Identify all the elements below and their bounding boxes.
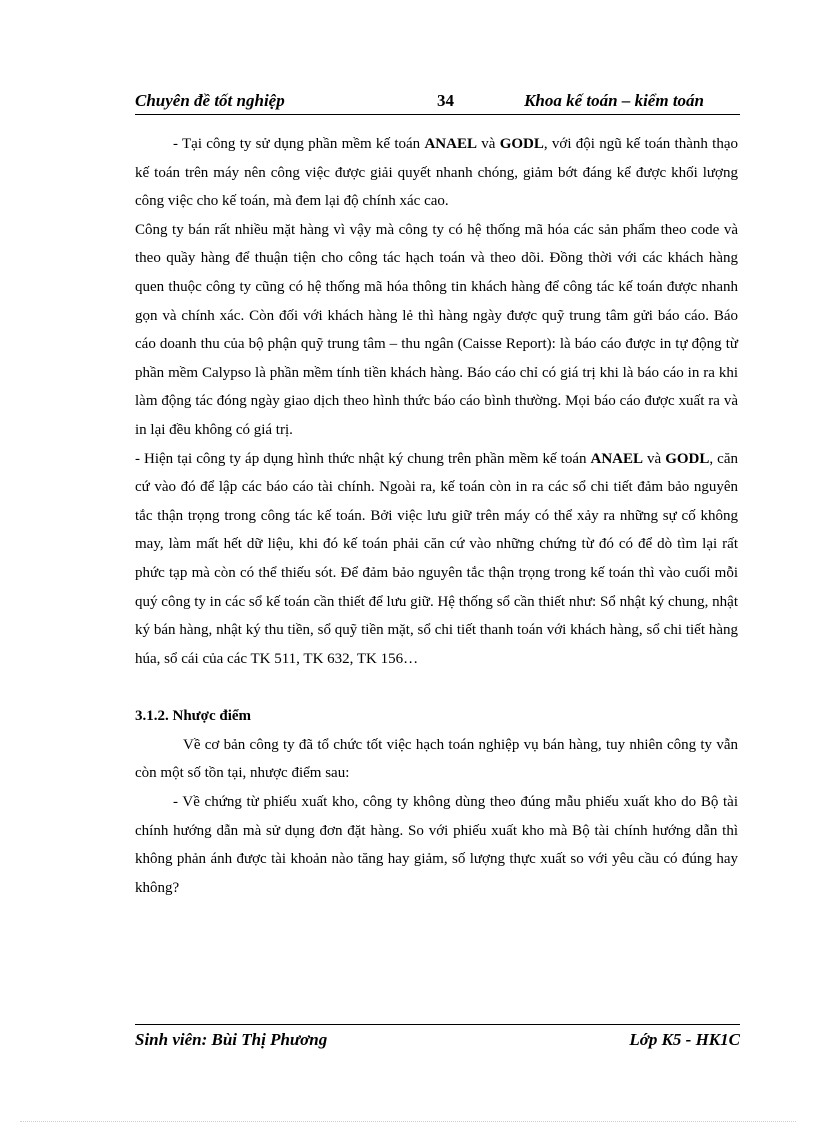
footer-class: Lớp K5 - HK1C bbox=[629, 1030, 740, 1049]
header-title: Chuyên đề tốt nghiệp bbox=[135, 91, 285, 110]
section-heading: 3.1.2. Nhược điểm bbox=[135, 708, 252, 725]
text-run: , với đội ngũ kế toán thành thạo kế toán trên máy nên công việc được giải quyết nhanh chóng, giảm bớt đáng kể được khối lượng công việc cho kế toán, mà đem lại độ chính xác cao. bbox=[135, 136, 738, 210]
paragraph-software bbox=[135, 130, 738, 216]
text-run: - Hiện tại công ty áp dụng hình thức nhật ký chung trên phần mềm kế toán bbox=[135, 450, 591, 467]
footer-student: Sinh viên: Bùi Thị Phương bbox=[135, 1030, 328, 1049]
software-name: ANAEL bbox=[424, 136, 477, 152]
paragraph-products: Công ty bán rất nhiều mặt hàng vì vậy mà công ty có hệ thống mã hóa các sản phẩm theo code và theo quầy hàng để thuận tiện cho công tác hạch toán và theo dõi. Đồng thời với các khách hàng quen thuộc công ty cũng có hệ thống mã hóa thông tin khách hàng để công tác kế toán được nhanh gọn và chính xác. Còn đối với khách hàng lẻ thì hàng ngày được quỹ trung tâm gửi báo cáo. Báo cáo doanh thu của bộ phận quỹ trung tâm – thu ngân (Caisse Report): là báo cáo được in tự động từ phần mềm Calypso là phần mềm tính tiền khách hàng. Báo cáo chỉ có giá trị khi là báo cáo in ra khi làm động tác đóng ngày giao dịch theo hình thức báo cáo bình thường. Mọi báo cáo được xuất ra và in lại đều không có giá trị. bbox=[135, 221, 738, 438]
page-number: 34 bbox=[437, 91, 454, 110]
page-header bbox=[135, 88, 740, 115]
document-body bbox=[135, 130, 738, 902]
text-run: và bbox=[643, 450, 666, 467]
software-name: ANAEL bbox=[590, 450, 644, 467]
software-name: GODL bbox=[665, 450, 710, 467]
paragraph-journal bbox=[135, 445, 738, 674]
paragraph-weakness-1: - Về chứng từ phiếu xuất kho, công ty không dùng theo đúng mẫu phiếu xuất kho do Bộ tài chính hướng dẫn mà sử dụng đơn đặt hàng. So với phiếu xuất kho mà Bộ tài chính hướng dẫn thì không phản ánh được tài khoản nào tăng hay giảm, số lượng thực xuất so với yêu cầu có đúng hay không? bbox=[135, 794, 738, 896]
text-run: - Tại công ty sử dụng phần mềm kế toán bbox=[173, 136, 425, 152]
text-run: , căn cứ vào đó để lập các báo cáo tài chính. Ngoài ra, kế toán còn in ra các sổ chi tiết đảm bảo nguyên tắc thận trọng trong công tác kế toán. Bởi việc lưu giữ trên máy có thể xảy ra những sự cố không may, làm mất hết dữ liệu, khi đó kế toán phải căn cứ vào những chứng từ đó có để dò tìm lại rất phức tạp mà còn có thể thiếu sót. Để đảm bảo nguyên tắc thận trọng trong kế toán thì vào cuối mỗi quý công ty in các sổ kế toán cần thiết để lưu giữ. Hệ thống sổ cần thiết như: Sổ nhật ký chung, nhật ký bán hàng, nhật ký thu tiền, sổ quỹ tiền mặt, sổ chi tiết thanh toán với khách hàng, sổ chi tiết hàng húa, sổ cái của các TK 511, TK 632, TK 156… bbox=[135, 450, 738, 667]
page-footer bbox=[135, 1024, 740, 1055]
software-name: GODL bbox=[499, 136, 544, 152]
text-run: và bbox=[476, 136, 500, 152]
header-faculty: Khoa kế toán – kiểm toán bbox=[524, 91, 704, 110]
page-edge-divider bbox=[20, 1121, 796, 1122]
paragraph-weakness-intro: Về cơ bản công ty đã tổ chức tốt việc hạch toán nghiệp vụ bán hàng, tuy nhiên công ty vẫn còn một số tồn tại, nhược điểm sau: bbox=[135, 736, 738, 782]
